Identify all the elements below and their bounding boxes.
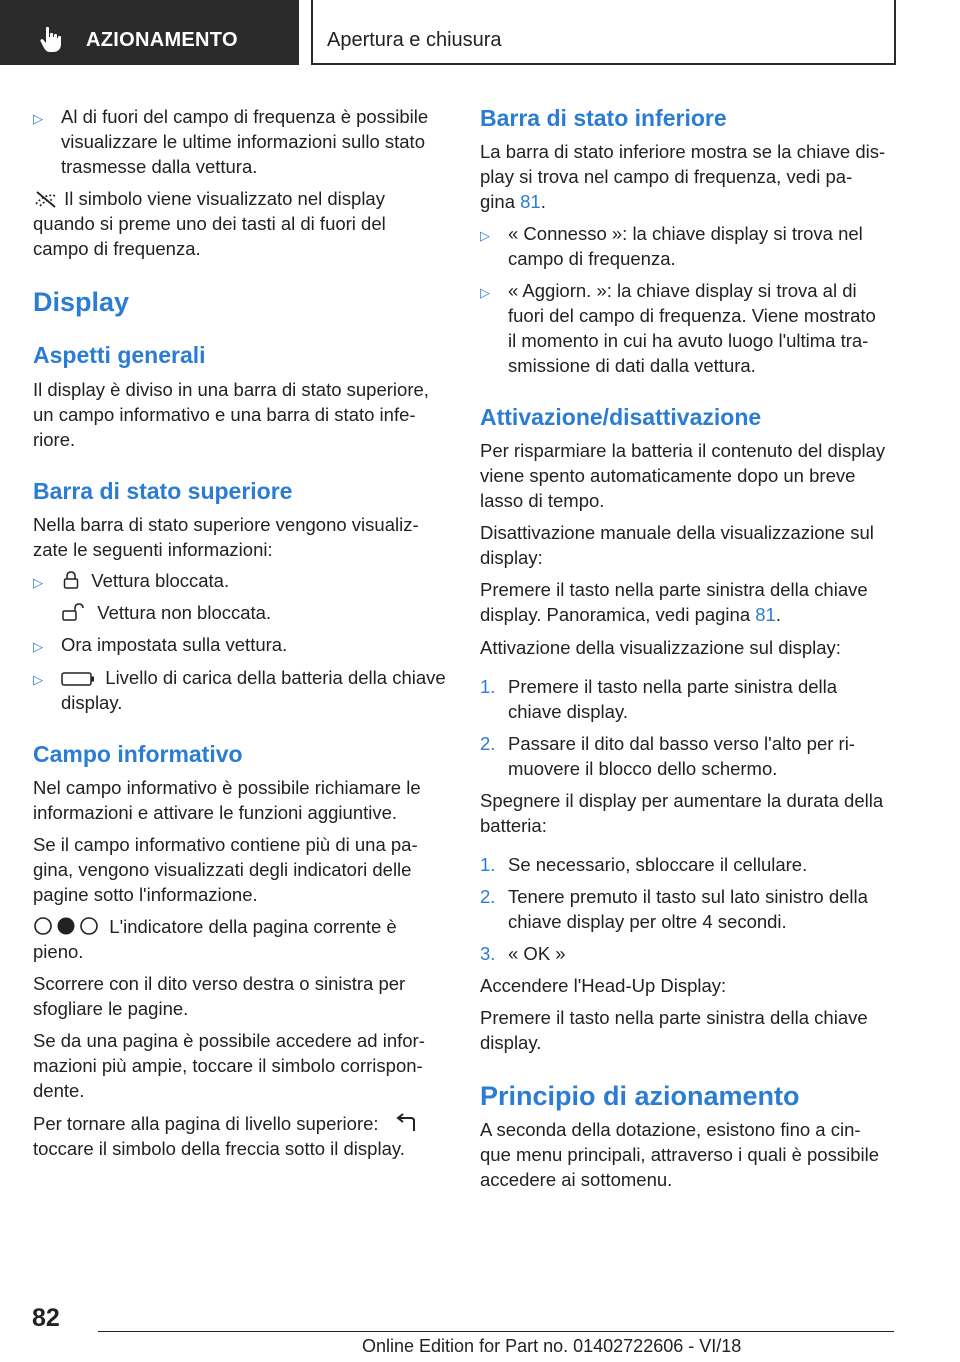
text-line: il momento in cui ha avuto luogo l'ultima tra- [508,330,869,351]
text-line: accedere ai sottomenu. [480,1169,673,1190]
text-line: Disattivazione manuale della visualizzazione sul [480,522,874,543]
text-fragment: gina [480,191,521,212]
page-number: 82 [32,1304,60,1332]
heading-barra-superiore: Barra di stato superiore [33,478,293,504]
text-line: Accendere l'Head-Up Display: [480,975,727,996]
list-item [480,731,894,781]
hand-pointer-icon [37,24,67,54]
text-line: riore. [33,429,76,450]
text-line: muovere il blocco dello schermo. [508,758,778,779]
text-line: zate le seguenti informazioni: [33,539,273,560]
list-number: 2. [480,733,496,754]
text-line: Attivazione della visualizzazione sul display: [480,637,841,658]
text-line: display: [480,547,543,568]
text-line: Il simbolo viene visualizzato nel display [59,188,385,209]
text-line: visualizzare le ultime informazioni sullo stato [61,131,425,152]
text-fragment: . [775,604,781,625]
text-line: A seconda della dotazione, esistono fino a cin- [480,1119,861,1140]
text-line: pagine sotto l'informazione. [33,884,258,905]
text-line: fuori del campo di frequenza. Viene mostrato [508,305,876,326]
text-line: Ora impostata sulla vettura. [61,634,288,655]
text-line: Se necessario, sbloccare il cellulare. [508,854,808,875]
list-number: 3. [480,943,496,964]
text-line: sfogliare le pagine. [33,998,189,1019]
heading-attivazione: Attivazione/disattivazione [480,404,762,430]
bullet-triangle-icon: ▷ [33,639,43,654]
bullet-triangle-icon: ▷ [33,575,43,590]
text-line: L'indicatore della pagina corrente è [109,916,397,937]
text-line: pieno. [33,941,84,962]
list-number: 1. [480,676,496,697]
text-line: quando si preme uno dei tasti al di fuori del [33,213,386,234]
text-line: Spegnere il display per aumentare la durata della [480,790,884,811]
bullet-triangle-icon: ▷ [480,228,490,243]
text-line: campo di frequenza. [33,238,201,259]
list-item [33,568,447,593]
text-line: Premere il tasto nella parte sinistra della chiave [480,1007,868,1028]
list-item [480,278,894,378]
lock-closed-icon [61,570,81,590]
text-line: smissione di dati dalla vettura. [508,355,756,376]
text-line: Per tornare alla pagina di livello superiore: [33,1113,379,1134]
paragraph [33,186,385,211]
heading-display: Display [33,287,130,317]
text-line: chiave display per oltre 4 secondi. [508,911,787,932]
list-item [480,941,894,966]
lock-open-icon [61,602,87,622]
text-line: La barra di stato inferiore mostra se la chiave dis- [480,141,886,162]
text-line: Premere il tasto nella parte sinistra della [508,676,838,697]
no-signal-icon [33,190,59,208]
paragraph [33,1111,418,1136]
header-section-tab [0,0,299,65]
text-line: chiave display. [508,701,628,722]
text-line: informazioni e attivare le funzioni aggiuntive. [33,802,398,823]
text-line: Scorrere con il dito verso destra o sinistra per [33,973,406,994]
text-line: Al di fuori del campo di frequenza è possibile [61,106,429,127]
text-line: « OK » [508,943,566,964]
footer-divider [98,1331,894,1332]
text-line [480,189,546,214]
bullet-triangle-icon: ▷ [480,285,490,300]
text-line: campo di frequenza. [508,248,676,269]
list-subitem [61,600,271,625]
header-chapter-box [311,0,896,65]
footer-edition: Online Edition for Part no. 01402722606 - VI/18 [362,1336,742,1356]
text-fragment: display. Panoramica, vedi pagina [480,604,756,625]
list-item [480,674,894,724]
text-line: Premere il tasto nella parte sinistra della chiave [480,579,868,600]
list-number: 1. [480,854,496,875]
text-line: Per risparmiare la batteria il contenuto del display [480,440,886,461]
text-line: Il display è diviso in una barra di stato superiore, [33,379,429,400]
list-item [33,632,447,657]
text-line: display. [480,1032,542,1053]
text-line: Livello di carica della batteria della chiave [105,667,446,688]
page-link-81[interactable]: 81 [755,604,776,625]
text-line: trasmesse dalla vettura. [61,156,258,177]
text-line: Nel campo informativo è possibile richiamare le [33,777,421,798]
text-line: un campo informativo e una barra di stato infe- [33,404,416,425]
text-line: Vettura bloccata. [91,570,230,591]
list-item [480,884,894,934]
section-title: AZIONAMENTO [86,29,238,51]
text-line: Nella barra di stato superiore vengono visualiz- [33,514,419,535]
text-fragment: . [540,191,546,212]
text-line: lasso di tempo. [480,490,605,511]
list-item [480,852,894,877]
text-line: Passare il dito dal basso verso l'alto per ri- [508,733,855,754]
text-line: « Aggiorn. »: la chiave display si trova al di [508,280,857,301]
text-line: Se da una pagina è possibile accedere ad infor- [33,1030,425,1051]
list-item [33,665,447,715]
bullet-triangle-icon: ▷ [33,672,43,687]
text-line: mazioni più ampie, toccare il simbolo corrispon- [33,1055,423,1076]
heading-principio: Principio di azionamento [480,1081,800,1111]
list-number: 2. [480,886,496,907]
text-line: gina, vengono visualizzati degli indicatori delle [33,859,412,880]
text-line: toccare il simbolo della freccia sotto il display. [33,1138,405,1159]
text-line: display. [61,692,123,713]
battery-icon [61,671,95,687]
back-arrow-icon [394,1113,418,1133]
text-line: viene spento automaticamente dopo un breve [480,465,856,486]
heading-barra-inferiore: Barra di stato inferiore [480,105,727,131]
text-line: Tenere premuto il tasto sul lato sinistro della [508,886,868,907]
text-line: dente. [33,1080,85,1101]
chapter-title: Apertura e chiusura [327,29,502,51]
page-link-81[interactable]: 81 [520,191,541,212]
text-line: Vettura non bloccata. [97,602,272,623]
text-line: Se il campo informativo contiene più di una pa- [33,834,418,855]
list-item [480,221,894,271]
text-line: que menu principali, attraverso i quali è possibile [480,1144,879,1165]
text-line: « Connesso »: la chiave display si trova nel [508,223,863,244]
text-line: batteria: [480,815,547,836]
bullet-triangle-icon: ▷ [33,111,43,126]
heading-campo-informativo: Campo informativo [33,741,243,767]
page-indicator-icon [33,916,99,936]
text-line [480,602,781,627]
paragraph [33,914,397,939]
text-line: play si trova nel campo di frequenza, vedi pa- [480,166,853,187]
heading-aspetti-generali: Aspetti generali [33,342,206,368]
